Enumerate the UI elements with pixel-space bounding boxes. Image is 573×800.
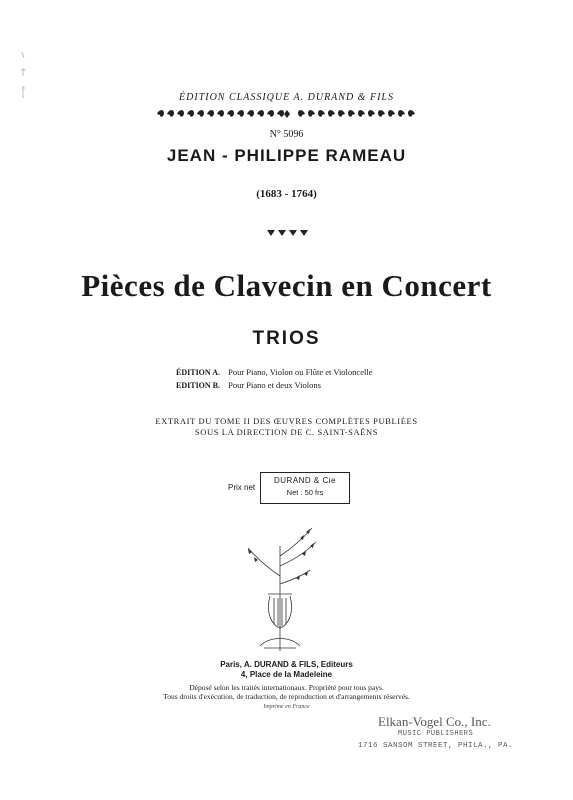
price-box-price: Net : 50 frs: [286, 488, 324, 497]
ornament-scroll: [277, 110, 284, 117]
publisher-line-2: 4, Place de la Madeleine: [240, 670, 333, 679]
edition-a-text: Pour Piano, Violon ou Flûte et Violoncelle: [228, 367, 373, 377]
lyre-vignette-icon: [240, 526, 320, 656]
ornament-scroll: [378, 110, 385, 117]
ornament-scroll: [177, 110, 184, 117]
publisher-block: [0, 660, 573, 680]
ornament-rule-icon: [156, 108, 418, 120]
stamp-line-2: MUSIC PUBLISHERS: [398, 730, 474, 738]
editions-list: [176, 366, 372, 392]
ornament-scroll: [318, 110, 325, 117]
publisher-line-1: Paris, A. DURAND & FILS, Editeurs: [220, 660, 353, 669]
ornament-rule: [0, 108, 573, 124]
edition-a-label: ÉDITION A.: [176, 368, 221, 377]
catalog-number: N° 5096: [269, 129, 304, 140]
stamp-line-1: Elkan-Vogel Co., Inc.: [378, 714, 491, 729]
ornament-scroll: [197, 110, 204, 117]
ornament-scroll: [227, 110, 234, 117]
ornament-scroll: [308, 110, 315, 117]
ornament-scroll: [247, 110, 254, 117]
ornament-scroll: [257, 110, 264, 117]
small-ornament-icon: [0, 228, 573, 241]
ornament-scroll: [328, 110, 335, 117]
price-box: [260, 472, 350, 504]
stamp-line-3: 1716 SANSOM STREET, PHILA., PA.: [358, 742, 514, 750]
legal-notice: [0, 683, 573, 701]
ornament-scroll: [217, 110, 224, 117]
ornament-center: [284, 110, 290, 118]
edition-b-label: EDITION B.: [176, 381, 221, 390]
edition-line: ÉDITION CLASSIQUE A. DURAND & FILS: [179, 92, 394, 103]
edition-b: [176, 379, 372, 392]
ornament-scroll: [267, 110, 274, 117]
extract-note: [0, 416, 573, 438]
legal-line-2: Tous droits d'exécution, de traduction, de reproduction et d'arrangements réservés.: [163, 692, 410, 701]
ornament-scroll: [368, 110, 375, 117]
ornament-scroll: [358, 110, 365, 117]
ornament-scroll: [408, 110, 415, 117]
dealer-stamp: [340, 716, 540, 752]
ornament-scroll: [187, 110, 194, 117]
ornament-scroll: [167, 110, 174, 117]
extract-line-1: EXTRAIT DU TOME II DES ŒUVRES COMPLÈTES PUBLIÉES: [155, 416, 418, 426]
ornament-scroll: [398, 110, 405, 117]
price-box-publisher: DURAND & Cie: [273, 476, 336, 485]
ornament-scroll: [298, 110, 305, 117]
ornament-scroll: [348, 110, 355, 117]
edition-a: [176, 366, 372, 379]
work-title: Pièces de Clavecin en Concert: [81, 268, 492, 303]
ornament-scroll: [207, 110, 214, 117]
legal-line-1: Déposé selon les traités internationaux. Propriété pour tous pays.: [189, 683, 384, 692]
imprint-line: Imprimé en France: [263, 704, 310, 710]
price-label: Prix net: [228, 483, 256, 492]
composer-dates: (1683 - 1764): [256, 188, 317, 200]
ornament-scroll: [157, 110, 164, 117]
ornament-scroll: [388, 110, 395, 117]
extract-line-2: SOUS LA DIRECTION DE C. SAINT-SAËNS: [194, 427, 379, 437]
ornament-scroll: [338, 110, 345, 117]
composer-name: JEAN - PHILIPPE RAMEAU: [166, 146, 407, 165]
work-subtitle: TRIOS: [252, 328, 321, 349]
ornament-scroll: [237, 110, 244, 117]
edition-b-text: Pour Piano et deux Violons: [228, 380, 321, 390]
